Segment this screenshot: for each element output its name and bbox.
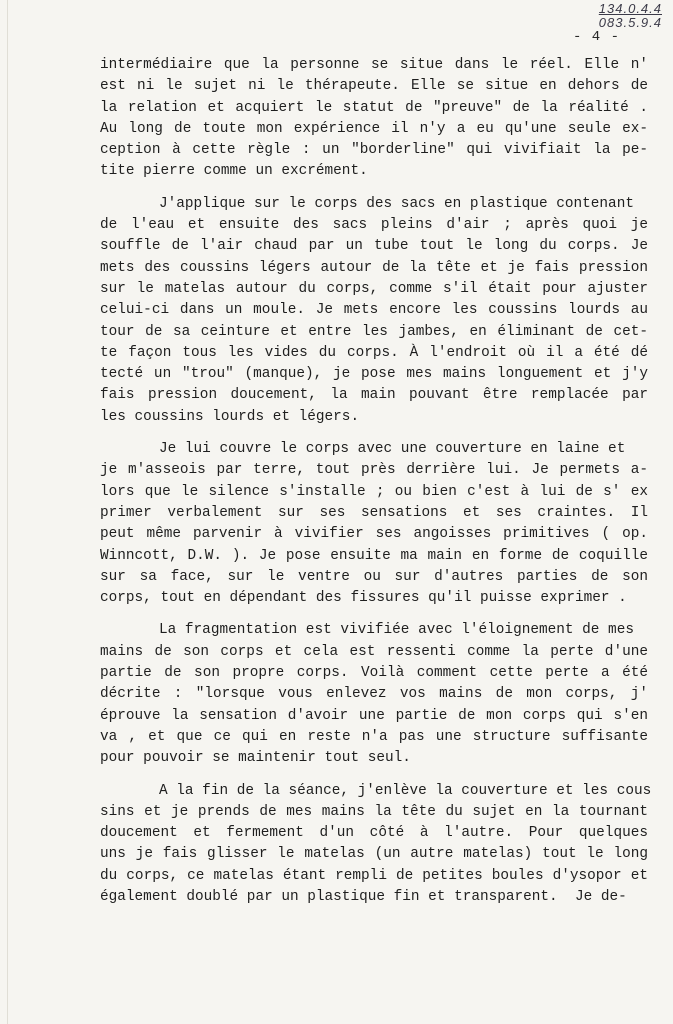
text-line: mains de son corps et cela est ressenti comme la perte d'une [100,643,648,660]
text-line: tecté un "trou" (manque), je pose mes mains longuement et j'y [100,366,648,383]
text-line: celui-ci dans un moule. Je mets encore les coussins lourds au [100,302,648,319]
text-line: pour pouvoir se maintenir tout seul. [100,750,411,767]
text-line: tite pierre comme un excrément. [100,163,368,180]
text-line: Winncott, D.W. ). Je pose ensuite ma main en forme de coquille [100,547,648,564]
paragraph [100,55,648,183]
text-line: les coussins lourds et légers. [100,408,360,425]
text-line: tour de sa ceinture et entre les jambes, en éliminant de cet- [100,323,648,340]
text-line: peut même parvenir à vivifier ses angoisses primitives ( op. [100,526,648,543]
text-line: la relation et acquiert le statut de "preuve" de la réalité . [100,99,648,116]
text-line: décrite : "lorsque vous enlevez vos mains de mon corps, j' [100,686,648,703]
text-line: souffle de l'air chaud par un tube tout le long du corps. Je [100,238,648,255]
text-line: va , et que ce qui en reste n'a pas une structure suffisante [100,728,648,745]
text-line: Je lui couvre le corps avec une couverture en laine et [159,441,626,458]
text-line: je m'asseois par terre, tout près derrière lui. Je permets a- [100,462,648,479]
text-line: La fragmentation est vivifiée avec l'éloignement de mes [159,622,634,639]
text-line: Au long de toute mon expérience il n'y a eu qu'une seule ex- [100,120,648,137]
paragraph [100,781,652,909]
text-line: intermédiaire que la personne se situe dans le réel. Elle n' [100,57,648,73]
page-edge-line [7,0,8,1024]
document-body [100,55,652,908]
text-line: sur sa face, sur le ventre ou sur d'autres parties de son [100,568,648,585]
text-line: ception à cette règle : un "borderline" qui vivifiait la pe- [100,142,648,159]
text-line: fais pression doucement, la main pouvant être remplacée par [100,387,648,404]
text-line: uns je fais glisser le matelas (un autre matelas) tout le long [100,846,648,863]
text-line: sins et je prends de mes mains la tête du sujet en la tournant [100,803,648,820]
text-line: J'applique sur le corps des sacs en plastique contenant [159,195,634,212]
text-line: A la fin de la séance, j'enlève la couverture et les cous [159,782,652,799]
archive-reference-secondary: 083.5.9.4 [598,15,662,30]
text-line: partie de son propre corps. Voilà comment cette perte a été [100,665,648,682]
text-line: lors que le silence s'installe ; ou bien c'est à lui de s' ex [100,483,648,500]
text-line: également doublé par un plastique fin et transparent. Je de- [100,888,627,905]
page-number: - 4 - [572,29,620,45]
text-line: éprouve la sensation d'avoir une partie de mon corps qui s'en [100,707,648,724]
paragraph [100,620,648,769]
text-line: primer verbalement sur ses sensations et ses craintes. Il [100,504,648,521]
text-line: du corps, ce matelas étant rempli de petites boules d'ysopor et [100,867,648,884]
text-line: de l'eau et ensuite des sacs pleins d'air ; après quoi je [100,217,648,234]
text-line: te façon tous les vides du corps. À l'endroit où il a été dé [100,344,648,361]
archive-reference-primary: 134.0.4.4 [598,1,662,16]
text-line: corps, tout en dépendant des fissures qu'il puisse exprimer . [100,590,627,607]
text-line: sur le matelas autour du corps, comme s'il était pour ajuster [100,280,648,297]
text-line: est ni le sujet ni le thérapeute. Elle se situe en dehors de [100,78,648,95]
text-line: mets des coussins légers autour de la tête et je fais pression [100,259,648,276]
paragraph [100,194,648,428]
text-line: doucement et fermement d'un côté à l'autre. Pour quelques [100,825,648,842]
paragraph [100,439,648,609]
